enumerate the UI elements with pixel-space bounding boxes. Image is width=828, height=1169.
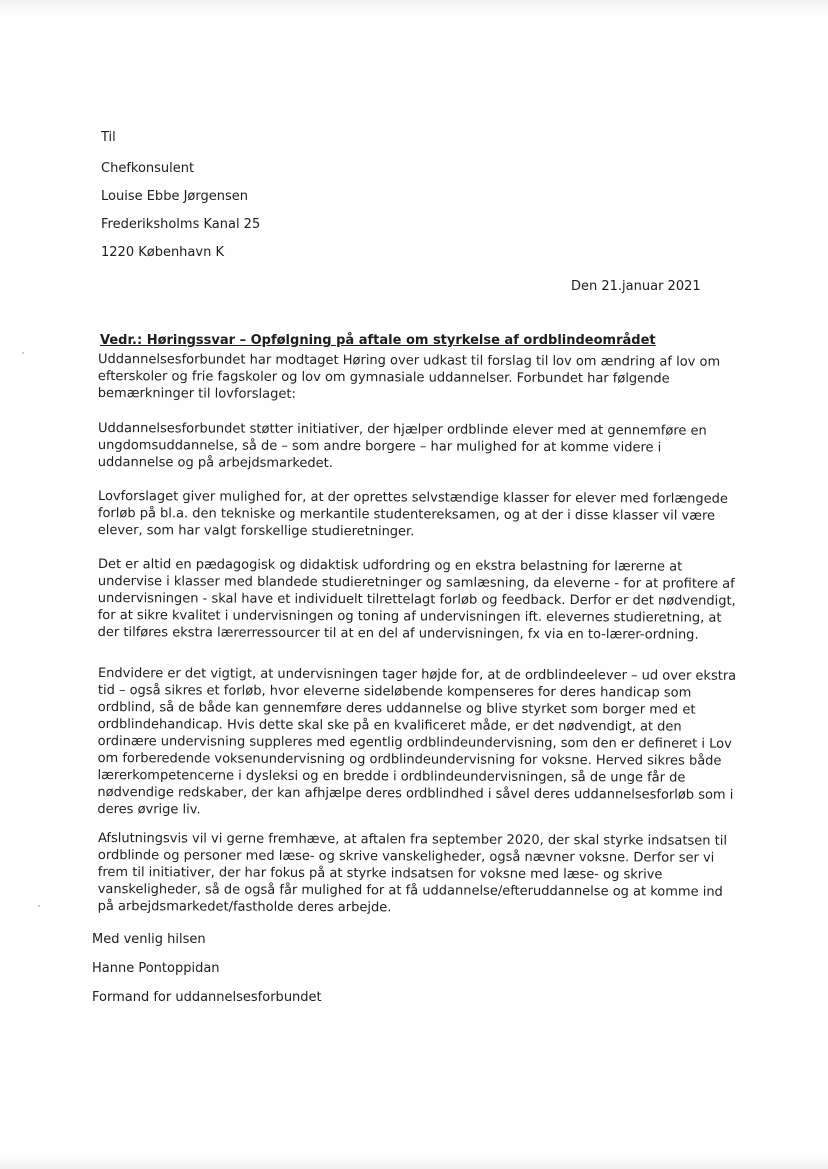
scan-edge-top (0, 0, 828, 14)
paragraph-support: Uddannelsesforbundet støtter initiativer, der hjælper ordblinde elever med at gennemføre en ungdomsuddannelse, så de – som andre borgere – har mulighed for at komme videre i uddannelse og på arbejdsmarkedet. (97, 421, 707, 472)
paragraph-importance: Endvidere er det vigtigt, at undervisningen tager højde for, at de ordblindeelever – ud over ekstra tid – også sikres et forløb, hvor eleverne sideløbende kompenseres for deres handicap som ordblind, så de både kan gennemføre deres uddannelse og blive styrket som borger med et ordblindehandicap. Hvis dette skal ske på en kvalificeret måde, er det nødvendigt, at den ordinære undervisning suppleres med egentlig ordblindeundervisning, som den er defineret i Lov om forberedende voksenundervisning og ordblindeundervisning for voksne. Herved sikres både lærerkompetencerne i dysleksi og en bredde i ordblindeundervisningen, så de unge får de nødvendige redskaber, der kan afhjælpe deres ordblindhed i såvel deres uddannelsesforløb som i deres øvrige liv. (97, 666, 737, 818)
scan-edge-bottom (0, 1157, 828, 1169)
paragraph-proposal: Lovforslaget giver mulighed for, at der oprettes selvstændige klasser for elever med forlængede forløb på bl.a. den tekniske og merkantile studentereksamen, og at der i disse klasser vil være elever, som har valgt forskellige studieretninger. (97, 489, 728, 540)
scan-speck (22, 352, 24, 354)
recipient-to: Til (101, 130, 116, 145)
recipient-street: Frederiksholms Kanal 25 (101, 217, 261, 232)
closing-role: Formand for uddannelsesforbundet (92, 990, 322, 1005)
paragraph-challenge: Det er altid en pædagogisk og didaktisk udfordring og en ekstra belastning for lærerne at undervise i klasser med blandede studieretninger og samlæsning, da eleverne - for at profitere af undervisningen - skal have et individuelt tilrettelagt forløb og feedback. Derfor er det nødvendigt, for at sikre kvalitet i undervisningen og toning af undervisningen ift. elevernes studieretning, at der tilføres ekstra lærerressourcer til at en del af undervisningen, fx via en to-lærer-ordning. (97, 557, 736, 643)
recipient-city: 1220 København K (101, 245, 224, 260)
closing-signer: Hanne Pontoppidan (92, 961, 220, 976)
paragraph-conclusion: Afslutningsvis vil vi gerne fremhæve, at aftalen fra september 2020, der skal styrke indsatsen til ordblinde og personer med læse- og skrive vanskeligheder, også nævner voksne. Derfor ser vi frem til initiativer, der har fokus på at styrke indsatsen for voksne med læse- og skrive vanskeligheder, så de også får mulighed for at få uddannelse/efteruddannelse og at komme ind på arbejdsmarkedet/fastholde deres arbejde. (97, 831, 727, 916)
letter-subject: Vedr.: Høringssvar – Opfølgning på aftale om styrkelse af ordblindeområdet (100, 333, 656, 348)
recipient-name: Louise Ebbe Jørgensen (101, 189, 248, 204)
closing-greeting: Med venlig hilsen (92, 932, 206, 947)
scan-speck (38, 905, 40, 907)
recipient-title: Chefkonsulent (101, 161, 195, 176)
paragraph-intro: Uddannelsesforbundet har modtaget Høring over udkast til forslag til lov om ændring af lov om efterskoler og frie fagskoler og lov om gymnasiale uddannelser. Forbundet har følgende bemærkninger til lovforslaget: (97, 352, 721, 402)
letter-date: Den 21.januar 2021 (571, 279, 701, 294)
